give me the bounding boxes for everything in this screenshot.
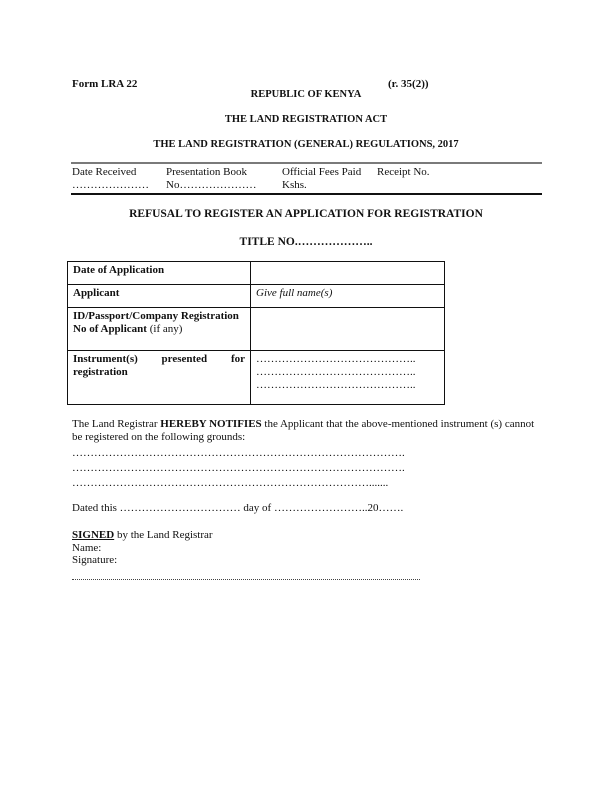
date-received-dots: ………………… (72, 179, 149, 191)
grounds-line-2: ………………………………………………………………………………. (72, 462, 405, 474)
notice-emphasis: HEREBY NOTIFIES (160, 418, 262, 430)
signed-by-text: by the Land Registrar (114, 529, 213, 541)
instrument-line-3: …………………………………….. (256, 379, 416, 391)
signed-by-line (72, 529, 213, 542)
refusal-notice-paragraph (72, 418, 542, 444)
receipt-number-field[interactable] (377, 166, 430, 179)
notice-suffix: the Applicant that the above-mentioned instrument (s) cannot be registered on the following grounds: (72, 418, 535, 443)
country-heading: REPUBLIC OF KENYA (250, 89, 362, 100)
rule-reference: (r. 35(2)) (388, 78, 429, 90)
name-label: Name: (72, 541, 102, 554)
dated-line[interactable]: Dated this …………………………… day of ……………………..20……. (72, 502, 404, 514)
table-row (68, 308, 445, 351)
signed-label: SIGNED (72, 529, 115, 541)
application-details-table (67, 261, 445, 405)
notice-prefix: The Land Registrar (72, 418, 161, 430)
id-registration-label (68, 308, 251, 351)
id-registration-label-suffix: (if any) (149, 323, 183, 335)
signature-label: Signature: (72, 554, 118, 566)
instrument-line-2: …………………………………….. (256, 366, 416, 378)
instruments-input[interactable] (251, 351, 445, 405)
table-row (68, 351, 445, 405)
grounds-line-1: ………………………………………………………………………………. (72, 447, 405, 459)
grounds-line-3: ………………………………………………………………………....... (72, 477, 389, 489)
table-row (68, 262, 445, 285)
date-received-label: Date Received (72, 166, 137, 178)
presentation-book-label: Presentation Book (166, 166, 247, 178)
date-of-application-input[interactable] (251, 262, 445, 285)
presentation-book-number: No………………… (166, 179, 257, 191)
official-fees-label: Official Fees Paid (282, 166, 362, 178)
date-of-application-label: Date of Application (68, 262, 251, 285)
receipt-number-label: Receipt No. (377, 166, 430, 178)
grounds-input[interactable] (72, 446, 405, 491)
form-title: REFUSAL TO REGISTER AN APPLICATION FOR REGISTRATION (129, 208, 483, 220)
regulations-heading: THE LAND REGISTRATION (GENERAL) REGULATIONS, 2017 (153, 139, 459, 150)
date-received-field[interactable] (72, 166, 149, 192)
id-registration-input[interactable] (251, 308, 445, 351)
form-number: Form LRA 22 (72, 78, 138, 90)
title-number[interactable]: TITLE NO.……………….. (239, 236, 373, 248)
instrument-line-1: …………………………………….. (256, 353, 416, 365)
signature-block (72, 529, 213, 567)
applicant-name-input[interactable]: Give full name(s) (251, 285, 445, 308)
registry-strip-top-rule (71, 162, 542, 164)
applicant-label: Applicant (68, 285, 251, 308)
id-registration-label-text: ID/Passport/Company Registration No of Applicant (73, 310, 239, 335)
presentation-book-field[interactable] (166, 166, 256, 192)
signature-line[interactable] (72, 579, 420, 580)
registry-strip-bottom-rule (71, 193, 542, 195)
official-fees-field[interactable] (282, 166, 361, 192)
official-fees-currency: Kshs. (282, 179, 307, 191)
instruments-label: Instrument(s) presented for registration (68, 351, 251, 405)
table-row (68, 285, 445, 308)
act-heading: THE LAND REGISTRATION ACT (224, 114, 388, 125)
